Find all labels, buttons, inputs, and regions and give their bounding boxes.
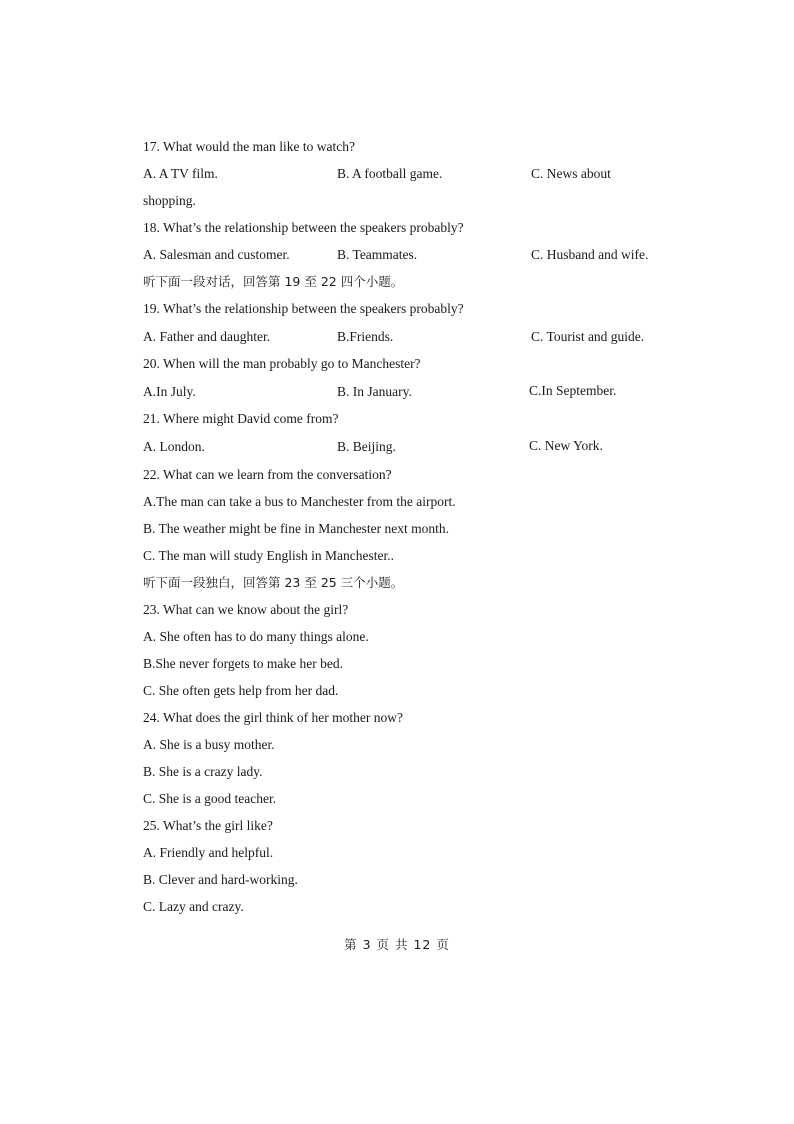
question-20-option-a: A.In July.	[143, 384, 196, 399]
question-23-stem: 23. What can we know about the girl?	[143, 602, 349, 617]
question-17-option-c: C. News about	[531, 166, 611, 181]
section-instruction-2: 听下面一段独白，回答第 23 至 25 三个小题。	[143, 575, 404, 590]
question-25-stem: 25. What’s the girl like?	[143, 818, 273, 833]
question-18-option-c: C. Husband and wife.	[531, 247, 649, 262]
question-24-stem: 24. What does the girl think of her mother now?	[143, 710, 403, 725]
question-25-option-c: C. Lazy and crazy.	[143, 899, 244, 914]
question-18-option-b: B. Teammates.	[337, 247, 418, 262]
question-21-option-a: A. London.	[143, 439, 205, 454]
question-17-stem: 17. What would the man like to watch?	[143, 139, 355, 154]
question-18-stem: 18. What’s the relationship between the speakers probably?	[143, 220, 464, 235]
question-24-option-c: C. She is a good teacher.	[143, 791, 277, 806]
question-22-option-a: A.The man can take a bus to Manchester from the airport.	[143, 494, 456, 509]
question-24-option-b: B. She is a crazy lady.	[143, 764, 263, 779]
question-23-option-a: A. She often has to do many things alone.	[143, 629, 369, 644]
question-17-option-a: A. A TV film.	[143, 166, 218, 181]
question-25-option-a: A. Friendly and helpful.	[143, 845, 274, 860]
question-18-option-a: A. Salesman and customer.	[143, 247, 290, 262]
question-22-stem: 22. What can we learn from the conversation?	[143, 467, 392, 482]
question-20-stem: 20. When will the man probably go to Manchester?	[143, 356, 421, 371]
question-20-option-c: C.In September.	[529, 383, 617, 398]
question-24-option-a: A. She is a busy mother.	[143, 737, 275, 752]
question-19-option-c: C. Tourist and guide.	[531, 329, 645, 344]
question-22-option-c: C. The man will study English in Manchester..	[143, 548, 394, 563]
question-19-option-a: A. Father and daughter.	[143, 329, 271, 344]
question-19-option-b: B.Friends.	[337, 329, 394, 344]
question-21-stem: 21. Where might David come from?	[143, 411, 339, 426]
question-17-option-c-continued: shopping.	[143, 193, 196, 208]
question-17-option-b: B. A football game.	[337, 166, 443, 181]
question-22-option-b: B. The weather might be fine in Manchester next month.	[143, 521, 450, 536]
question-23-option-b: B.She never forgets to make her bed.	[143, 656, 343, 671]
question-21-option-c: C. New York.	[529, 438, 603, 453]
question-19-stem: 19. What’s the relationship between the speakers probably?	[143, 301, 464, 316]
question-25-option-b: B. Clever and hard-working.	[143, 872, 298, 887]
page-number-footer: 第 3 页 共 12 页	[344, 937, 450, 952]
section-instruction-1: 听下面一段对话，回答第 19 至 22 四个小题。	[143, 274, 404, 289]
question-20-option-b: B. In January.	[337, 384, 412, 399]
question-23-option-c: C. She often gets help from her dad.	[143, 683, 339, 698]
question-21-option-b: B. Beijing.	[337, 439, 396, 454]
